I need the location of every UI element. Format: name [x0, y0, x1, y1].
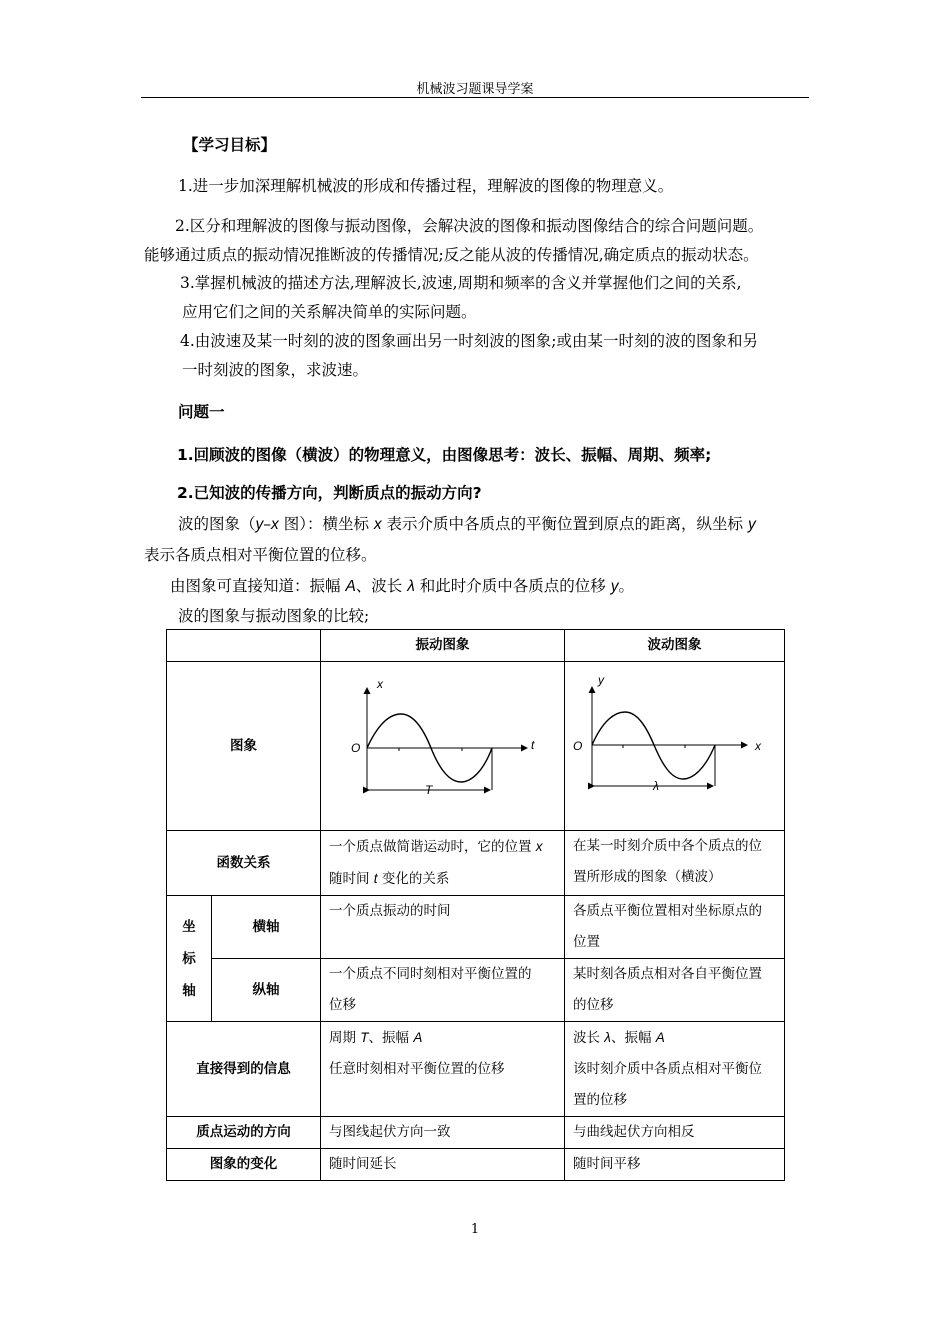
text: 。	[618, 577, 634, 595]
var-lambda: λ	[407, 578, 415, 595]
axis-label-x: x	[755, 739, 761, 753]
goal-4-line-2: 一时刻波的图象，求波速。	[182, 361, 369, 379]
row-dir-label: 质点运动的方向	[167, 1117, 321, 1149]
row-change-label: 图象的变化	[167, 1149, 321, 1181]
dir-wave-cell: 与曲线起伏方向相反	[565, 1117, 785, 1149]
cell-line: 该时刻介质中各质点相对平衡位	[573, 1061, 762, 1077]
paragraph-2	[170, 574, 634, 596]
row-axis-label	[167, 896, 212, 1022]
origin-label: O	[573, 739, 583, 753]
var-lambda: λ	[604, 1030, 611, 1045]
header-rule	[141, 97, 809, 98]
cell-line: 的位移	[573, 997, 614, 1013]
wave-graph	[565, 662, 785, 818]
text: 和此时介质中各质点的位移	[414, 577, 611, 595]
row-func-label: 函数关系	[167, 831, 321, 896]
col-vibration: 振动图象	[321, 630, 565, 662]
row-info-label: 直接得到的信息	[167, 1022, 321, 1117]
origin-label: O	[351, 741, 361, 755]
cell-line: 位移	[329, 997, 356, 1013]
axis-char: 坐	[182, 918, 196, 935]
cell-line: 某时刻各质点相对各自平衡位置	[573, 966, 762, 982]
table-row	[167, 662, 785, 831]
dir-vib-cell: 与图线起伏方向一致	[321, 1117, 565, 1149]
change-wave-cell: 随时间平移	[565, 1149, 785, 1181]
axis-label-t: t	[531, 738, 535, 752]
text: 随时间	[329, 871, 374, 887]
var-a: A	[345, 578, 356, 595]
table-row	[167, 1149, 785, 1181]
text: 、振幅	[368, 1030, 414, 1046]
var-y: y	[255, 516, 264, 533]
func-vib-cell	[321, 831, 565, 896]
text: 由图象可直接知道：振幅	[170, 577, 346, 595]
goal-2-line-2: 能够通过质点的振动情况推断波的传播情况;反之能从波的传播情况,确定质点的振动状态。	[144, 246, 759, 264]
zx-vib-cell	[321, 959, 565, 1022]
text: 周期	[329, 1030, 361, 1046]
paragraph-1-line-2: 表示各质点相对平衡位置的位移。	[144, 546, 377, 564]
cell-line: 各质点平衡位置相对坐标原点的	[573, 903, 762, 919]
col-wave: 波动图象	[565, 630, 785, 662]
hx-vib-cell: 一个质点振动的时间	[321, 896, 565, 959]
var-a: A	[413, 1030, 423, 1045]
text: 表示介质中各质点的平衡位置到原点的距离，纵坐标	[381, 515, 748, 533]
var-a: A	[655, 1030, 665, 1045]
goal-3-line-2: 应用它们之间的关系解决简单的实际问题。	[182, 303, 477, 321]
page-number: 1	[470, 1222, 480, 1237]
hx-wave-cell	[565, 896, 785, 959]
question-1: 1.回顾波的图像（横波）的物理意义，由图像思考：波长、振幅、周期、频率;	[177, 446, 712, 464]
goal-1: 1.进一步加深理解机械波的形成和传播过程，理解波的图像的物理意义。	[178, 177, 674, 195]
axis-label-x: x	[377, 677, 383, 691]
axis-label-y: y	[598, 673, 604, 687]
row-zx-label: 纵轴	[212, 959, 321, 1022]
text: 图）：横坐标	[278, 515, 374, 533]
var-t: T	[360, 1030, 369, 1045]
cell-line	[329, 863, 556, 895]
cell-line: 置所形成的图象（横波）	[573, 869, 722, 885]
var-t: t	[373, 871, 378, 886]
cell-line	[329, 831, 556, 863]
paragraph-3: 波的图象与振动图象的比较;	[178, 607, 370, 625]
table-row	[167, 1022, 785, 1117]
cell-line: 任意时刻相对平衡位置的位移	[329, 1061, 505, 1077]
cell-line: 位置	[573, 934, 600, 950]
vibration-graph	[321, 662, 565, 818]
change-vib-cell: 随时间延长	[321, 1149, 565, 1181]
problem-heading: 问题一	[178, 403, 225, 421]
cell-line: 置的位移	[573, 1092, 627, 1108]
var-y: y	[747, 516, 756, 533]
table-row	[167, 896, 785, 959]
axis-char: 标	[182, 950, 196, 967]
wave-graph-cell	[565, 662, 785, 831]
comparison-table	[166, 629, 785, 1181]
text: 波长	[573, 1030, 605, 1046]
var-x: x	[271, 516, 279, 533]
goals-heading: 【学习目标】	[183, 136, 277, 154]
paragraph-1-line-1	[178, 512, 756, 534]
var-x: x	[373, 516, 382, 533]
table-row	[167, 959, 785, 1022]
info-wave-cell	[565, 1022, 785, 1117]
info-vib-cell	[321, 1022, 565, 1117]
text: 、波长	[355, 577, 408, 595]
cell-line: 在某一时刻介质中各个质点的位	[573, 838, 762, 854]
empty-cell	[167, 630, 321, 662]
goal-2-line-1: 2.区分和理解波的图像与振动图像，会解决波的图像和振动图像结合的综合问题问题。	[175, 217, 764, 235]
text: –	[263, 515, 272, 533]
wavelength-label: λ	[653, 779, 659, 793]
text: 波的图象（	[178, 515, 256, 533]
question-2: 2.已知波的传播方向，判断质点的振动方向?	[177, 484, 482, 502]
axis-char: 轴	[182, 982, 196, 999]
page-header: 机械波习题课导学案	[416, 82, 534, 97]
var-y: y	[610, 578, 619, 595]
cell-line: 一个质点不同时刻相对平衡位置的	[329, 966, 532, 982]
vibration-graph-cell	[321, 662, 565, 831]
var-x: x	[535, 839, 543, 854]
goal-3-line-1: 3.掌握机械波的描述方法,理解波长,波速,周期和频率的含义并掌握他们之间的关系,	[180, 274, 742, 292]
text: 、振幅	[610, 1030, 656, 1046]
table-header-row	[167, 630, 785, 662]
cell-line	[329, 1022, 556, 1054]
func-wave-cell	[565, 831, 785, 896]
text: 变化的关系	[377, 871, 450, 887]
table-row	[167, 831, 785, 896]
zx-wave-cell	[565, 959, 785, 1022]
row-graph-label: 图象	[167, 662, 321, 831]
cell-line	[573, 1022, 776, 1054]
table-row	[167, 1117, 785, 1149]
goal-4-line-1: 4.由波速及某一时刻的波的图象画出另一时刻波的图象;或由某一时刻的波的图象和另	[180, 332, 759, 350]
row-hx-label: 横轴	[212, 896, 321, 959]
text: 一个质点做简谐运动时，它的位置	[329, 839, 536, 855]
period-label: T	[425, 783, 433, 797]
